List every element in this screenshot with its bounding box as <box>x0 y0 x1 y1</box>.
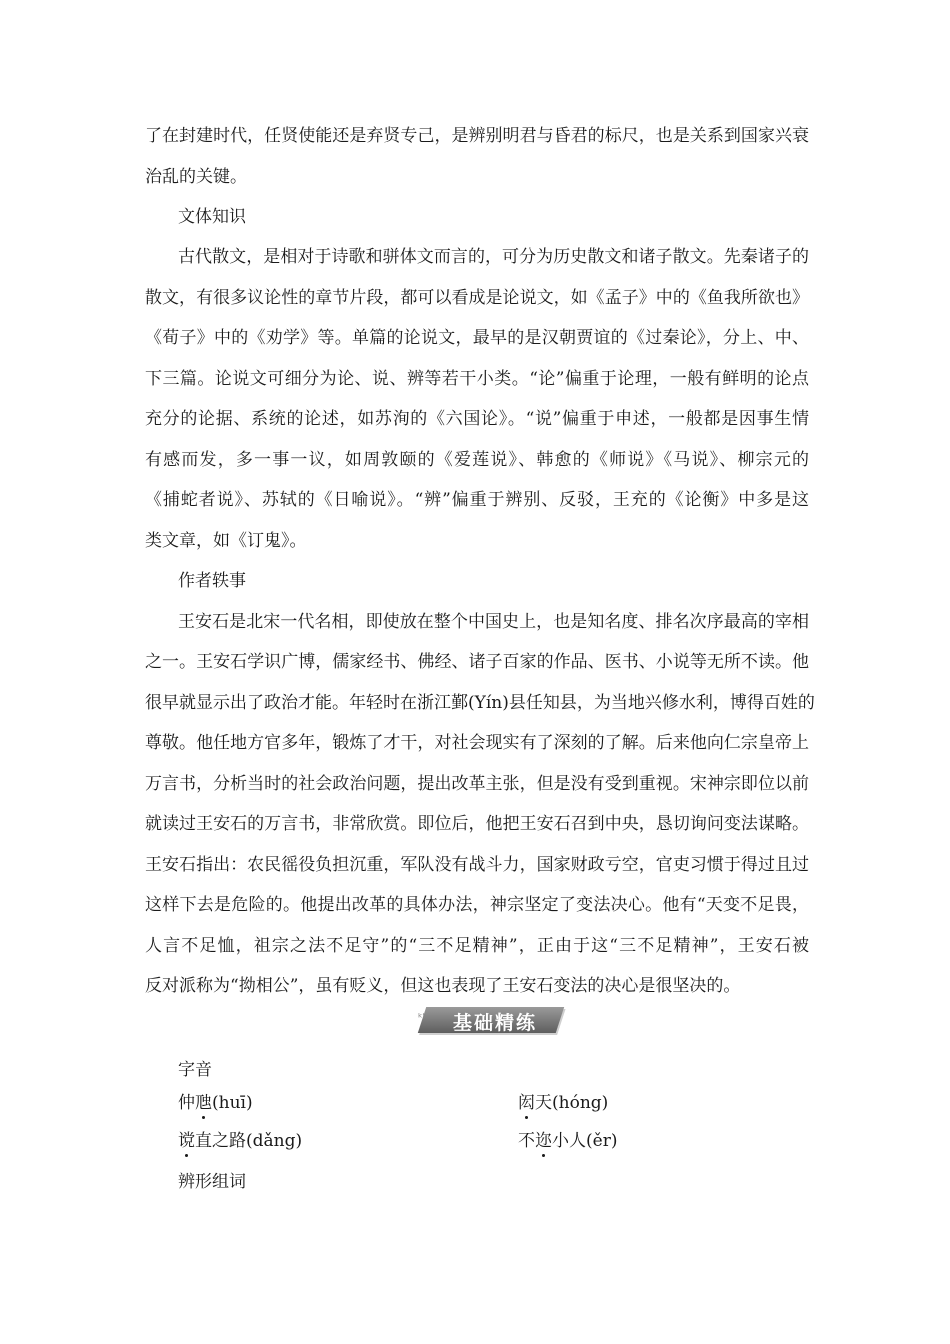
paragraph-line: 下三篇。论说文可细分为论、说、辨等若干小类。“论”偏重于论理，一般有鲜明的论点 <box>145 369 809 389</box>
item-suffix: 小人(ěr) <box>552 1131 618 1151</box>
paragraph-line: 古代散文，是相对于诗歌和骈体文而言的，可分为历史散文和诸子散文。先秦诸子的 <box>178 247 809 267</box>
intro-line: 了在封建时代，任贤使能还是弃贤专己，是辨别明君与昏君的标尺，也是关系到国家兴衰 <box>145 126 809 146</box>
dotted-character: 谠 <box>178 1131 195 1151</box>
paragraph-line: 反对派称为“拗相公”，虽有贬义，但这也表现了王安石变法的决心是很坚决的。 <box>145 976 741 996</box>
paragraph-line: 万言书，分析当时的社会政治问题，提出改革主张，但是没有受到重视。宋神宗即位以前 <box>145 774 809 794</box>
paragraph-line: 这样下去是危险的。他提出改革的具体办法，神宗坚定了变法决心。他有“天变不足畏， <box>145 895 809 915</box>
paragraph-line: 《荀子》中的《劝学》等。单篇的论说文，最早的是汉朝贾谊的《过秦论》，分上、中、 <box>145 328 809 348</box>
pronunciation-item <box>178 1093 253 1113</box>
item-prefix: 不 <box>518 1131 535 1151</box>
dotted-character: 迩 <box>535 1131 552 1151</box>
paragraph-line: 有感而发，多一事一议，如周敦颐的《爱莲说》、韩愈的《师说》《马说》、柳宗元的 <box>145 450 809 470</box>
intro-line: 治乱的关键。 <box>145 167 247 187</box>
pronunciation-item <box>178 1131 302 1151</box>
item-suffix: 天(hóng) <box>535 1093 609 1113</box>
item-prefix: 仲 <box>178 1093 195 1113</box>
paragraph-line: 王安石是北宋一代名相，即使放在整个中国史上，也是知名度、排名次序最高的宰相 <box>178 612 809 632</box>
pronunciation-item <box>518 1093 608 1113</box>
banner-title: 基础精练 <box>452 1012 537 1034</box>
section-heading-shape-words: 辨形组词 <box>178 1172 246 1192</box>
item-suffix: 直之路(dǎng) <box>195 1131 303 1151</box>
paragraph-line: 就读过王安石的万言书，非常欣赏。即位后，他把王安石召到中央，恳切询问变法谋略。 <box>145 814 809 834</box>
section-heading-genre: 文体知识 <box>178 207 246 227</box>
paragraph-line: 之一。王安石学识广博，儒家经书、佛经、诸子百家的作品、医书、小说等无所不读。他 <box>145 652 809 672</box>
paragraph-line: 充分的论据、系统的论述，如苏洵的《六国论》。“说”偏重于申述，一般都是因事生情 <box>145 409 809 429</box>
paragraph-line: 散文，有很多议论性的章节片段，都可以看成是论说文，如《孟子》中的《鱼我所欲也》 <box>145 288 809 308</box>
pronunciation-item <box>518 1131 617 1151</box>
paragraph-line: 《捕蛇者说》、苏轼的《日喻说》。“辨”偏重于辨别、反驳，王充的《论衡》中多是这 <box>145 490 809 510</box>
section-heading-pronunciation: 字音 <box>178 1060 212 1080</box>
paragraph-line: 很早就显示出了政治才能。年轻时在浙江鄞(Yín)县任知县，为当地兴修水利，博得百姓的 <box>145 693 815 713</box>
paragraph-line: 类文章，如《订鬼》。 <box>145 531 307 551</box>
banner-decoration-icon: ᵏᵗ <box>418 1011 426 1024</box>
dotted-character: 闳 <box>518 1093 535 1113</box>
section-heading-anecdote: 作者轶事 <box>178 571 246 591</box>
paragraph-line: 尊敬。他任地方官多年，锻炼了才干，对社会现实有了深刻的了解。后来他向仁宗皇帝上 <box>145 733 809 753</box>
item-suffix: (huī) <box>212 1093 253 1113</box>
paragraph-line: 王安石指出：农民徭役负担沉重，军队没有战斗力，国家财政亏空，官吏习惯于得过且过 <box>145 855 809 875</box>
dotted-character: 虺 <box>195 1093 212 1113</box>
section-banner <box>418 1003 564 1036</box>
paragraph-line: 人言不足恤，祖宗之法不足守”的“三不足精神”，正由于这“三不足精神”，王安石被 <box>145 936 809 956</box>
